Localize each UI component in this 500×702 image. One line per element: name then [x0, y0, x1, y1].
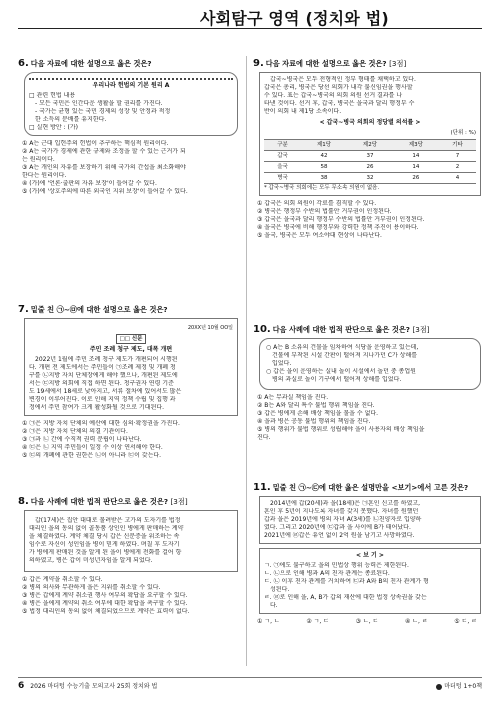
question-10	[253, 326, 481, 442]
option[interactable]: ③ A는 개인의 자유를 보장하기 위해 국가의 간섭을 최소화해야	[22, 164, 186, 171]
table-cell: 14	[393, 151, 439, 162]
text-line: 정에서 주민 참여가 크게 활성화될 것으로 기대된다.	[29, 404, 165, 411]
source-box	[24, 72, 238, 136]
answer-choice[interactable]: ① ㄱ, ㄴ	[257, 618, 280, 625]
text-line: 의하였고, 병은 갑이 미성년자임을 알게 되었다.	[29, 557, 153, 564]
source-box	[259, 338, 481, 390]
option[interactable]: ⑤ (가)에 '상호주의에 따른 외국인 지위 보장'이 들어갈 수 있다.	[22, 188, 188, 195]
option-cont: 진다.	[257, 434, 271, 441]
table-row	[264, 151, 476, 162]
option[interactable]: ③ ㉠과 ㉡ 간에 수직적 권력 분립이 나타난다.	[22, 436, 142, 443]
answer-choice[interactable]: ⑤ ㄷ, ㄹ	[454, 618, 477, 625]
table-cell: 갑국	[264, 151, 301, 162]
question-number: 6.	[18, 58, 29, 69]
text-line: 타낸 것이다. 선거 후, 갑국, 병국은 을국과 달리 행정부 수	[264, 100, 415, 107]
table-note: * 갑국~병국 의회에는 모두 무소속 의원이 없음.	[264, 185, 380, 191]
text-line: ○ A는 B 소유의 건물을 임차하여 식당을 운영하고 있는데,	[266, 344, 419, 351]
option[interactable]: ③ 갑은 병에게 손해 배상 책임을 물을 수 없다.	[257, 410, 379, 417]
option[interactable]: ① 갑은 계약을 취소할 수 있다.	[22, 576, 103, 583]
text-line: 갑국~병국은 모두 전형적인 정부 형태를 채택하고 있다.	[270, 76, 416, 83]
option[interactable]: ④ 을과 병은 공동 불법 행위의 책임을 진다.	[257, 418, 371, 425]
question-9	[253, 60, 481, 240]
page-title: 사회탐구 영역 (정치와 법)	[200, 9, 389, 28]
option[interactable]: ④ ㉢은 ㉡ 지역 주민들이 일정 수 이상 연서해야 한다.	[22, 444, 163, 451]
question-8	[18, 498, 238, 616]
table-header: 기타	[439, 140, 476, 151]
column-divider	[246, 56, 247, 666]
text-line: 2021년에 ㉣갑은 유언 없이 2억 원을 남기고 사망하였다.	[264, 532, 415, 539]
table-cell: 을국	[264, 162, 301, 173]
table-caption: < 갑국~병국 의회의 정당별 의석률 >	[319, 119, 421, 126]
question-7	[18, 306, 238, 460]
table-cell: 26	[393, 173, 439, 184]
bogi-item: ㄹ. ㉣로 인해 을, A, B가 갑의 재산에 대한 법정 상속권을 갖는	[264, 594, 427, 601]
source-box	[24, 318, 238, 416]
option[interactable]: ④ (가)에 '언론·출판의 자유 보장'이 들어갈 수 있다.	[22, 180, 157, 187]
table-header-row	[264, 140, 476, 151]
option[interactable]: ① A는 근대 입헌주의 헌법이 추구하는 핵심적 원리이다.	[22, 140, 169, 147]
newspaper-name: □□ 신문	[116, 334, 147, 344]
bogi-item: ㄴ. ㉡으로 인해 병과 A의 친자 관계는 종료된다.	[264, 570, 390, 577]
text-line: - 국가는 균형 있는 국민 경제의 성장 및 안정과 적정	[35, 108, 171, 115]
option[interactable]: ② A는 국가가 경제에 관한 규제와 조정을 할 수 있는 근거가 되	[22, 148, 186, 155]
text-line: □ 관련 헌법 내용	[29, 92, 76, 99]
bogi-item: ㄷ. ㉡ 이후 친자 관계를 거치하여 ㉢과 A와 B의 친자 관계가 형	[264, 578, 429, 585]
footer-right	[436, 681, 482, 690]
option-cont: 는 원리이다.	[22, 156, 55, 163]
table-header: 제3당	[393, 140, 439, 151]
question-number: 8.	[18, 496, 29, 507]
option[interactable]: ③ 병은 갑에게 계약 취소권 행사 여부의 확답을 요구할 수 있다.	[22, 592, 188, 599]
dotted-border	[29, 78, 233, 80]
table-cell: 32	[347, 173, 393, 184]
points: [3점]	[412, 325, 430, 334]
page-number: 6	[18, 681, 25, 691]
answer-choices	[257, 618, 477, 626]
question-number: 9.	[253, 58, 264, 69]
table-cell: 42	[301, 151, 347, 162]
article-date: 20XX년 10월 OO일	[187, 325, 233, 331]
text-line: 가 병에게 판매된 것을 알게 된 을이 병에게 전화를 걸어 항	[29, 549, 182, 556]
text-line: 병의 과실로 놀이 기구에서 떨어져 상해를 입었다.	[272, 376, 402, 383]
question-prompt: 다음 사례에 대한 법적 판단으로 옳은 것은?	[30, 497, 168, 506]
option[interactable]: ② ㉠은 지방 자치 단체의 의결 기관이다.	[22, 428, 128, 435]
table-cell: 4	[439, 173, 476, 184]
option[interactable]: ② 병의 의사와 무관하게 을은 지위를 취소할 수 있다.	[22, 584, 161, 591]
header-divider	[18, 28, 482, 29]
points: [3점]	[389, 59, 407, 68]
option[interactable]: ② B는 A와 달리 특수 불법 행위 책임을 진다.	[257, 402, 375, 409]
text-line: 서는 ㉢지방 의회에 직접 하면 된다. 청구권자 연령 기준	[29, 380, 174, 387]
text-line: 임수로 자신이 성인임을 병이 믿게 하였다. 며칠 후 도자기	[29, 541, 180, 548]
table-cell: 38	[301, 173, 347, 184]
option[interactable]: ⑤ 병의 행위가 불법 행위로 성립해야 을이 사용자의 배상 책임을	[257, 426, 425, 433]
article-title: 주민 조례 청구 제도, 대폭 개편	[89, 346, 173, 353]
option-cont: 한다는 원리이다.	[22, 172, 67, 179]
question-prompt: 밑줄 친 ㉠~㉢에 대한 옳은 설명만을 <보기>에서 고른 것은?	[272, 483, 469, 492]
table-header: 구분	[264, 140, 301, 151]
question-number: 7.	[18, 304, 29, 315]
table-row	[264, 162, 476, 173]
table-header: 제1당	[301, 140, 347, 151]
option[interactable]: ⑤ ㉢의 개폐에 관한 권한은 ㉡이 아니라 ㉢이 갖는다.	[22, 452, 162, 459]
bogi-item: ㄱ. ㉠에도 불구하고 을의 민법상 행위 능력은 제한된다.	[264, 562, 409, 569]
bogi-title: < 보 기 >	[356, 552, 384, 559]
table-unit: (단위 : %)	[450, 130, 476, 136]
option[interactable]: ② 병국은 행정부 수반의 법률안 거부권이 인정된다.	[257, 208, 392, 215]
text-line: 혼인 후 5년이 지나도록 자녀를 갖지 못했다. 자녀를 원했던	[264, 508, 419, 515]
text-line: 을 체결하였다. 계약 체결 당시 갑은 신분증을 위조하는 속	[29, 533, 180, 540]
question-11	[253, 484, 481, 626]
bogi-item-cont: 다.	[270, 602, 278, 609]
question-number: 10.	[253, 324, 271, 335]
table-cell: 7	[439, 151, 476, 162]
text-line: 도 19세에서 18세로 낮아지고, 서류 절차에 있어서도 많은	[29, 388, 182, 395]
table-cell: 58	[301, 162, 347, 173]
text-line: 반이 의회 내 제1당 소속이다.	[264, 108, 342, 115]
option[interactable]: ⑤ 을국, 병국은 모두 여소야대 현상이 나타난다.	[257, 232, 382, 239]
text-line: □ 실현 방안 : (가)	[29, 124, 78, 131]
text-line: 입었다.	[272, 360, 292, 367]
footer-brand: 마더텅 1+0책	[444, 683, 482, 690]
question-prompt: 밑줄 친 ㉠~㉤에 대한 설명으로 옳은 것은?	[30, 305, 168, 314]
question-prompt: 다음 자료에 대한 설명으로 옳은 것은?	[265, 59, 387, 68]
text-line: 변경이 이루어진다. 이로 인해 지역 정책 수립 및 집행 과	[29, 396, 176, 403]
seat-table	[264, 139, 476, 184]
text-line: 건물에 부착된 시설 간판이 떨어져 지나가던 C가 상해를	[272, 352, 418, 359]
bogi-item-cont: 성된다.	[270, 586, 290, 593]
text-line: 수 있다. 표는 갑국~병국의 의회 의원 선거 결과를 나	[264, 92, 403, 99]
table-header: 제2당	[347, 140, 393, 151]
table-cell: 2	[439, 162, 476, 173]
table-cell: 병국	[264, 173, 301, 184]
option[interactable]: ③ 갑국은 을국과 달리 행정부 수반의 법률안 거부권이 인정된다.	[257, 216, 425, 223]
source-box	[259, 496, 481, 544]
text-line: ○ 갑은 을이 운영하는 실내 놀이 시설에서 놀던 중 종업원	[266, 368, 416, 375]
answer-choice[interactable]: ③ ㄴ, ㄷ	[355, 618, 379, 625]
points: [3점]	[170, 497, 188, 506]
text-line: 2022년 1월에 주민 조례 청구 제도가 개편되어 시행된	[35, 356, 178, 363]
text-line: 다. 개편 전 제도에서는 주민들이 ㉠조례 제정 및 개폐 청	[29, 364, 176, 371]
footer-left	[18, 681, 157, 691]
question-6	[18, 60, 238, 196]
option[interactable]: ④ 병은 을에게 계약의 취소 여부에 대한 확답을 촉구할 수 있다.	[22, 600, 188, 607]
text-line: 갑(17세)은 집안 대대로 물려받은 고가의 도자기를 법정	[35, 517, 181, 524]
table-row	[264, 173, 476, 184]
question-prompt: 다음 자료에 대한 설명으로 옳은 것은?	[30, 59, 152, 68]
text-line: 대리인 을의 동의 없이 골동품 상인인 병에게 판매하는 계약	[29, 525, 184, 532]
bogi-box	[259, 548, 481, 614]
question-prompt: 다음 사례에 대한 법적 판단으로 옳은 것은?	[272, 325, 410, 334]
source-box	[259, 72, 481, 196]
box-title: 우리나라 헌법의 기본 원리 A	[92, 82, 170, 89]
answer-choice[interactable]: ② ㄱ, ㄷ	[306, 618, 330, 625]
option[interactable]: ④ 을국은 병국에 비해 행정부와 강력한 정책 추진이 용이하다.	[257, 224, 419, 231]
option[interactable]: ① 갑국은 의회 의원이 각료를 겸직할 수 있다.	[257, 200, 377, 207]
question-number: 11.	[253, 482, 271, 493]
option[interactable]: ① ㉠은 지방 자치 단체의 예산에 대한 심의·확정권을 가진다.	[22, 420, 180, 427]
text-line: 한 소득의 분배를 유지한다.	[35, 116, 107, 123]
text-line: 갑국은 총리, 병국은 당선 의회가 내각 불신임권을 행사할	[264, 84, 413, 91]
footer-divider	[18, 677, 482, 678]
option[interactable]: ① A는 무과실 책임을 진다.	[257, 394, 329, 401]
table-cell: 37	[347, 151, 393, 162]
option[interactable]: ⑤ 법정 대리인의 동의 없이 체결되었으므로 계약은 효력이 없다.	[22, 608, 190, 615]
text-line: 였다. 그리고 2020년에 ㉢갑과 을 사이에 B가 태어났다.	[264, 524, 411, 531]
text-line: 갑과 을은 2019년에 병의 자녀 A(3세)를 ㉡친양자로 입양하	[264, 516, 422, 523]
source-box	[24, 510, 238, 572]
text-line: 구를 ㉡지방 자치 단체장에게 해야 했으나, 개편된 제도에	[29, 372, 178, 379]
text-line: 2014년에 갑(20세)과 을(18세)은 ㉠혼인 신고를 하였고,	[270, 500, 421, 507]
table-cell: 14	[393, 162, 439, 173]
answer-choice[interactable]: ④ ㄴ, ㄹ	[404, 618, 428, 625]
table-cell: 26	[347, 162, 393, 173]
text-line: - 모든 국민은 인간다운 생활을 할 권리를 가진다.	[35, 100, 163, 107]
brand-logo-icon	[436, 684, 442, 690]
footer-text: 2026 마더텅 수능기출 모의고사 25회 정치와 법	[30, 683, 158, 690]
